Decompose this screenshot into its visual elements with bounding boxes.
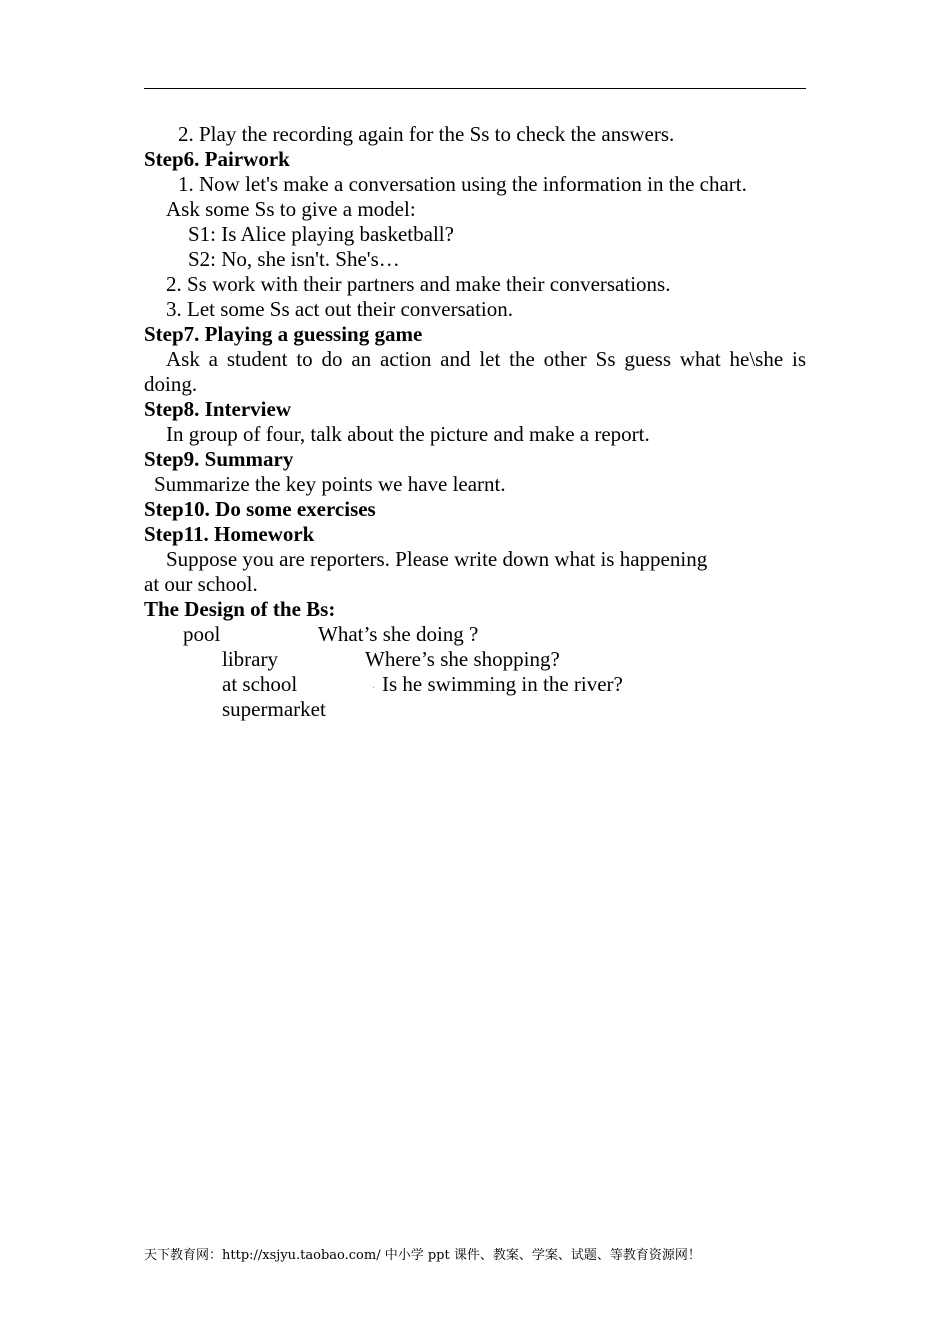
design-right-cell: What’s she doing ? <box>318 622 479 646</box>
marker-dot: . <box>372 677 375 691</box>
heading-step8: Step8. Interview <box>144 397 291 421</box>
heading-step10: Step10. Do some exercises <box>144 497 376 521</box>
heading-step6: Step6. Pairwork <box>144 147 290 171</box>
heading-design: The Design of the Bs: <box>144 597 336 621</box>
paragraph-homework-cont: at our school. <box>144 572 258 596</box>
paragraph-make-conversation: 1. Now let's make a conversation using the information in the chart. <box>178 172 747 196</box>
header-rule <box>144 88 806 89</box>
paragraph-summary: Summarize the key points we have learnt. <box>154 472 506 496</box>
design-right-cell: Is he swimming in the river? <box>382 672 623 696</box>
design-left-cell: supermarket <box>222 697 326 721</box>
paragraph-act-out: 3. Let some Ss act out their conversation. <box>166 297 514 321</box>
design-left-cell: pool <box>183 622 221 646</box>
document-body <box>144 122 806 722</box>
paragraph-guessing-game: Ask a student to do an action and let the other Ss guess what he\she is doing. <box>144 347 806 396</box>
dialogue-s1: S1: Is Alice playing basketball? <box>188 222 454 246</box>
paragraph-interview: In group of four, talk about the picture and make a report. <box>166 422 650 446</box>
heading-step9: Step9. Summary <box>144 447 294 471</box>
dialogue-s2: S2: No, she isn't. She's… <box>188 247 400 271</box>
heading-step11: Step11. Homework <box>144 522 315 546</box>
design-left-cell: at school <box>222 672 298 696</box>
design-row <box>144 647 806 672</box>
paragraph-play-recording: 2. Play the recording again for the Ss to check the answers. <box>178 122 675 146</box>
heading-step7: Step7. Playing a guessing game <box>144 322 423 346</box>
design-row <box>144 672 806 697</box>
design-row <box>144 697 806 722</box>
design-right-cell: Where’s she shopping? <box>365 647 560 671</box>
paragraph-pair-work: 2. Ss work with their partners and make their conversations. <box>166 272 671 296</box>
design-left-cell: library <box>222 647 278 671</box>
design-row <box>144 622 806 647</box>
page-footer: 天下教育网：http://xsjyu.taobao.com/ 中小学 ppt 课件、教案、学案、试题、等教育资源网！ <box>144 1248 701 1263</box>
paragraph-homework: Suppose you are reporters. Please write down what is happening <box>166 547 708 571</box>
paragraph-ask-model: Ask some Ss to give a model: <box>166 197 416 221</box>
